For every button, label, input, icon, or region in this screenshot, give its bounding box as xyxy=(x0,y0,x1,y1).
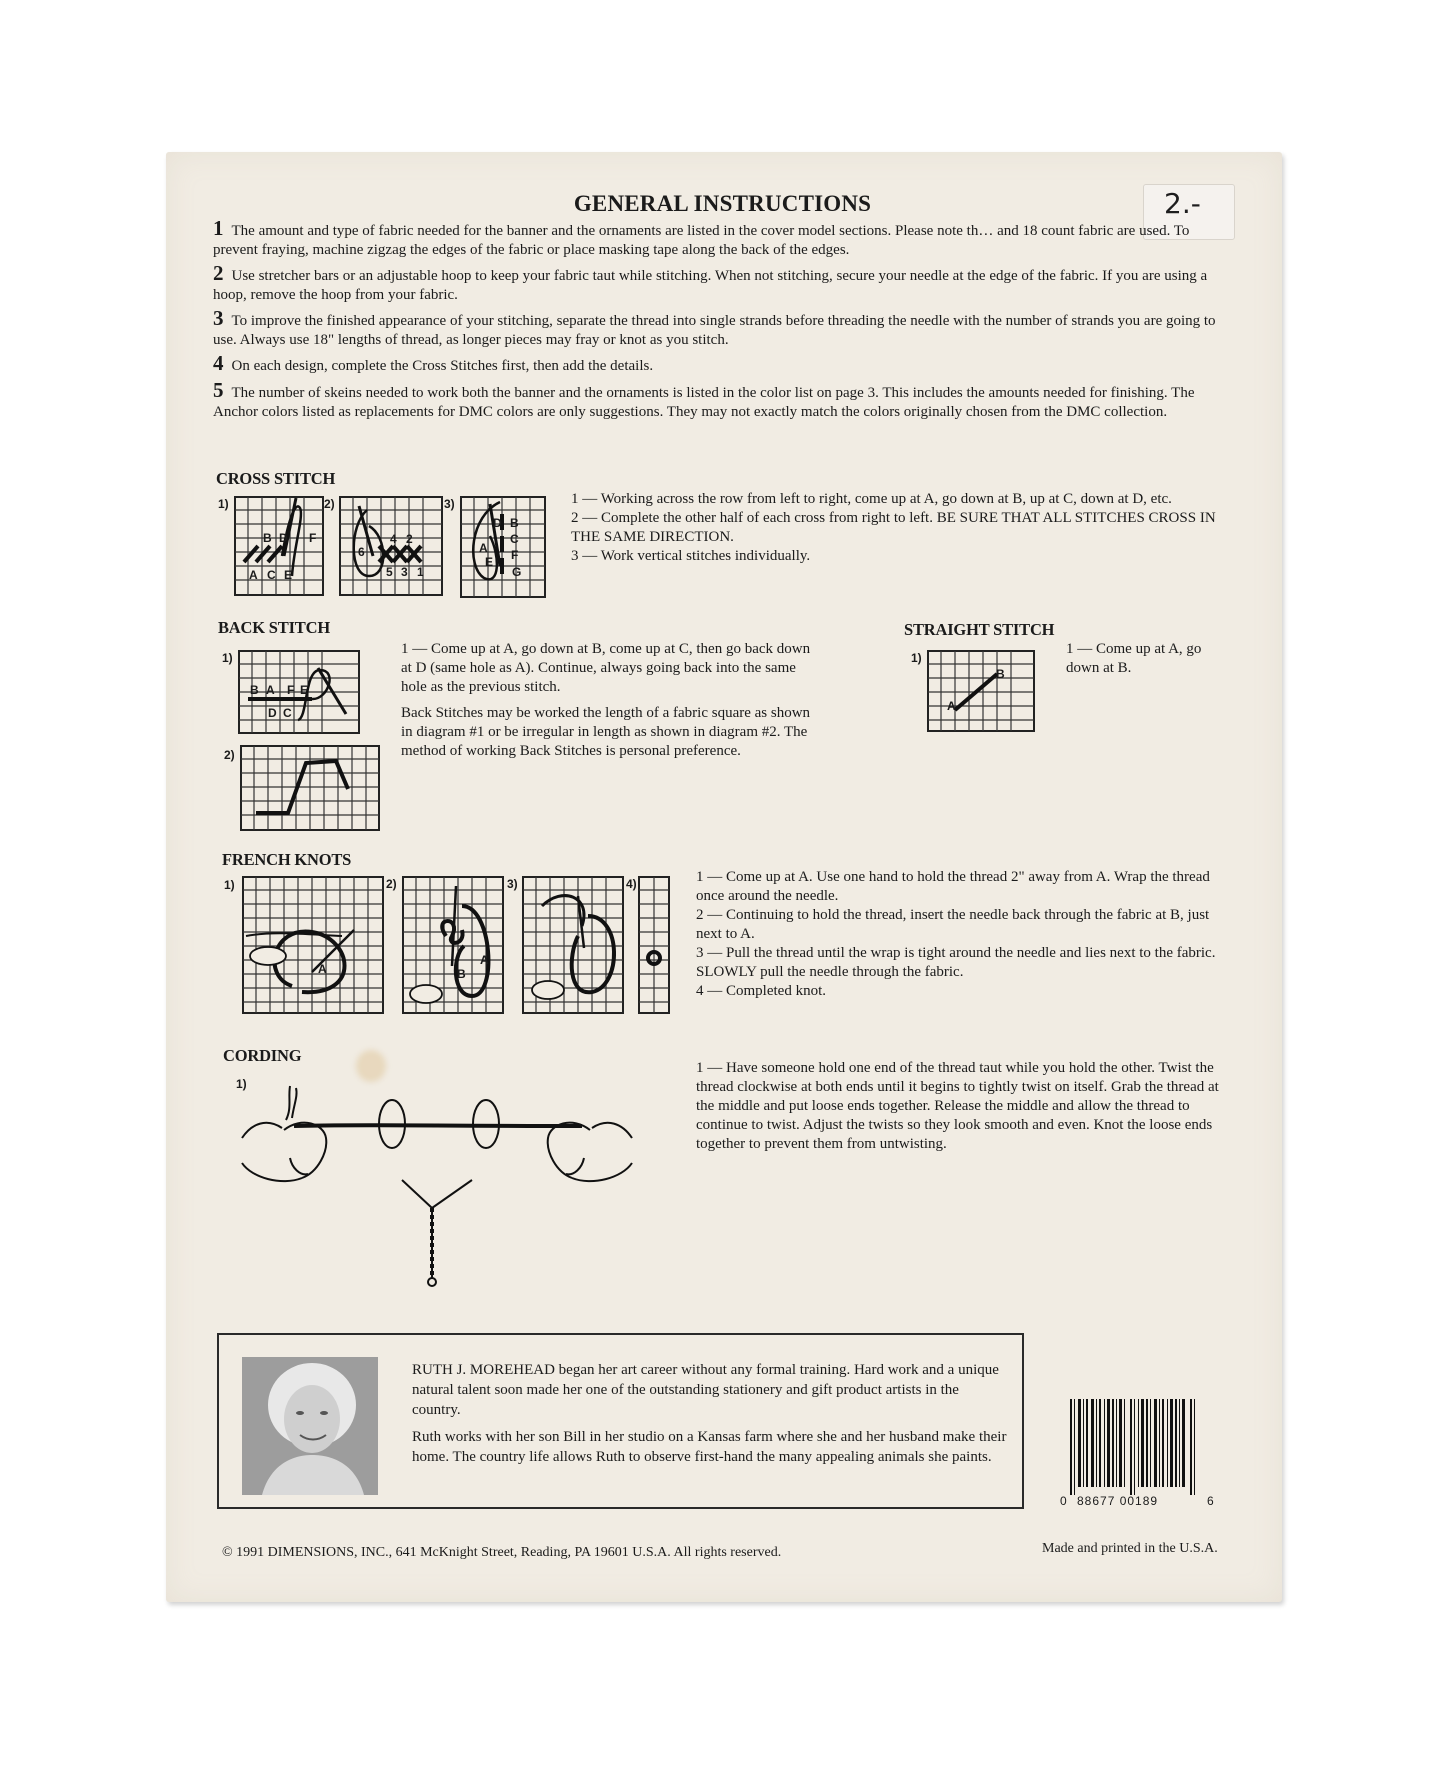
cross-stitch-text xyxy=(571,490,1223,566)
french-knots-step-3: 3 — Pull the thread until the wrap is tight around the needle and lies next to the fabric. SLOWLY pull the needle through the fabric. xyxy=(696,945,1216,980)
back-stitch-step-1: 1 — Come up at A, go down at B, come up at C, then go back down at D (same hole as A). Continue, always going back into the same hole as the previous stitch. xyxy=(401,641,811,695)
cross-1-label-a: A xyxy=(249,568,258,582)
cross-diagram-3-number: 3) xyxy=(444,497,455,511)
made-in-notice: Made and printed in the U.S.A. xyxy=(1042,1541,1218,1556)
french-knot-diagram-3 xyxy=(522,876,624,1014)
french-1-label-a: A xyxy=(318,962,327,976)
cross-3-label-d: D xyxy=(493,516,502,530)
cross-3-label-a: A xyxy=(479,541,488,555)
french-diagram-4-number: 4) xyxy=(626,877,637,891)
instruction-text: Use stretcher bars or an adjustable hoop to keep your fabric taut while stitching. When not stitching, secure your needle at the edge of the fabric. If you are using a hoop, remove the hoop from your fabric. xyxy=(213,268,1208,303)
cross-stitch-diagram-3 xyxy=(460,496,546,598)
instruction-2 xyxy=(213,261,1218,305)
cross-2-label-5: 5 xyxy=(386,565,393,579)
instruction-number: 4 xyxy=(213,351,224,375)
cross-3-label-g: G xyxy=(512,565,522,579)
cross-stitch-heading: CROSS STITCH xyxy=(216,469,336,488)
french-diagram-2-number: 2) xyxy=(386,877,397,891)
cross-1-label-c: C xyxy=(267,568,276,582)
cross-3-label-e: E xyxy=(485,555,494,569)
back-stitch-diagram-2 xyxy=(240,745,380,831)
straight-diagram-number: 1) xyxy=(911,651,922,665)
straight-stitch-diagram xyxy=(927,650,1035,732)
instruction-text: To improve the finished appearance of your stitching, separate the thread into single strands before threading the needle with the number of strands you are going to use. Always use 18" lengths of thread, as longer pieces may fray or knot as you stitch. xyxy=(213,313,1216,348)
french-knot-diagram-4 xyxy=(638,876,670,1014)
french-knot-diagram-2 xyxy=(402,876,504,1014)
back-1-label-e: E xyxy=(300,683,309,697)
back-1-label-b: B xyxy=(250,683,259,697)
french-diagram-3-number: 3) xyxy=(507,877,518,891)
barcode-right-digit: 6 xyxy=(1207,1494,1214,1508)
cross-diagram-2-number: 2) xyxy=(324,497,335,511)
back-stitch-note: Back Stitches may be worked the length of a fabric square as shown in diagram #1 or be irregular in length as shown in diagram #2. The method of working Back Stitches is personal preference. xyxy=(401,705,811,759)
cross-1-label-b: B xyxy=(263,531,272,545)
bio-paragraph-2: Ruth works with her son Bill in her studio on a Kansas farm where she and her husband make their home. The country life allows Ruth to observe first-hand the many appealing animals she paints. xyxy=(412,1429,1007,1465)
straight-stitch-heading: STRAIGHT STITCH xyxy=(904,620,1055,639)
barcode-left-digit: 0 xyxy=(1060,1494,1067,1508)
price-label: 2.- xyxy=(1164,187,1201,220)
french-knots-step-2: 2 — Continuing to hold the thread, insert the needle back through the fabric at B, just next to A. xyxy=(696,907,1210,942)
artist-bio-text xyxy=(412,1360,1007,1474)
french-knot-diagram-1 xyxy=(242,876,384,1014)
french-knots-heading: FRENCH KNOTS xyxy=(222,850,352,869)
artist-photo xyxy=(242,1357,378,1495)
french-knots-text xyxy=(696,868,1224,1001)
french-2-label-b: B xyxy=(457,967,466,981)
cross-3-label-c: C xyxy=(510,532,519,546)
instruction-5 xyxy=(213,378,1218,422)
cross-2-label-2: 2 xyxy=(406,532,413,546)
instruction-number: 2 xyxy=(213,261,224,285)
cross-stitch-step-2: 2 — Complete the other half of each cross from right to left. BE SURE THAT ALL STITCHES CROSS IN THE SAME DIRECTION. xyxy=(571,510,1216,545)
cross-stitch-step-1: 1 — Working across the row from left to right, come up at A, go down at B, up at C, down at D, etc. xyxy=(571,491,1172,507)
cross-1-label-e: E xyxy=(284,568,293,582)
bio-paragraph-1: RUTH J. MOREHEAD began her art career without any formal training. Hard work and a unique natural talent soon made her one of the outstanding stationery and gift product artists in the country. xyxy=(412,1362,999,1418)
french-knots-step-4: 4 — Completed knot. xyxy=(696,983,826,999)
cross-3-label-b: B xyxy=(510,516,519,530)
barcode xyxy=(1068,1399,1200,1495)
instruction-number: 3 xyxy=(213,306,224,330)
straight-label-b: B xyxy=(996,667,1005,681)
instruction-number: 1 xyxy=(213,216,224,240)
artist-portrait-image xyxy=(242,1357,378,1495)
straight-stitch-text: 1 — Come up at A, go down at B. xyxy=(1066,641,1202,676)
cross-2-label-3: 3 xyxy=(401,565,408,579)
cording-diagram xyxy=(232,1068,642,1290)
cross-1-label-f: F xyxy=(309,531,317,545)
cross-stitch-diagram-1 xyxy=(234,496,324,596)
instruction-text: On each design, complete the Cross Stitches first, then add the details. xyxy=(231,358,654,374)
cording-text: 1 — Have someone hold one end of the thread taut while you hold the other. Twist the thread clockwise at both ends until it begins to tightly twist on itself. Grab the thread at the middle and put loose ends together. Release the middle and allow the thread to continue to twist. Adjust the twists so they look smooth and even. Knot the loose ends together to prevent them from untwisting. xyxy=(696,1060,1219,1152)
back-1-label-a: A xyxy=(266,683,275,697)
instruction-text: The amount and type of fabric needed for the banner and the ornaments are listed in the cover model sections. Please note th… and 18 count fabric are used. To prevent fraying, machine zigzag the edges of the fabric or place masking tape along the back of the edges. xyxy=(213,223,1190,258)
cording-diagram-number: 1) xyxy=(236,1077,247,1091)
instruction-3 xyxy=(213,306,1218,350)
back-1-label-d: D xyxy=(268,706,277,720)
back-diagram-1-number: 1) xyxy=(222,651,233,665)
french-2-label-a: A xyxy=(480,953,489,967)
instruction-1 xyxy=(213,216,1218,260)
barcode-number: 88677 00189 xyxy=(1077,1494,1159,1508)
cross-2-label-6: 6 xyxy=(358,545,365,559)
straight-label-a: A xyxy=(947,699,956,713)
back-stitch-heading: BACK STITCH xyxy=(218,618,330,637)
french-diagram-1-number: 1) xyxy=(224,878,235,892)
back-1-label-c: C xyxy=(283,706,292,720)
cross-diagram-1-number: 1) xyxy=(218,497,229,511)
back-diagram-2-number: 2) xyxy=(224,748,235,762)
back-stitch-text xyxy=(401,640,821,761)
back-1-label-f: F xyxy=(287,683,295,697)
page-title: GENERAL INSTRUCTIONS xyxy=(573,191,872,216)
instruction-text: The number of skeins needed to work both the banner and the ornaments is listed in the color list on page 3. This includes the amounts needed for finishing. The Anchor colors listed as replacements for DMC colors are only suggestions. They may not exactly match the colors originally chosen from the DMC collection. xyxy=(213,385,1195,420)
cross-1-label-d: D xyxy=(279,531,288,545)
instruction-4 xyxy=(213,351,1218,376)
cross-stitch-step-3: 3 — Work vertical stitches individually. xyxy=(571,548,811,564)
copyright-notice: © 1991 DIMENSIONS, INC., 641 McKnight Street, Reading, PA 19601 U.S.A. All rights reserved. xyxy=(222,1545,782,1560)
cross-3-label-f: F xyxy=(511,548,519,562)
french-knots-step-1: 1 — Come up at A. Use one hand to hold the thread 2" away from A. Wrap the thread once around the needle. xyxy=(696,869,1210,904)
cross-2-label-4: 4 xyxy=(390,532,397,546)
cross-stitch-diagram-2 xyxy=(339,496,443,596)
instruction-number: 5 xyxy=(213,378,224,402)
cording-heading: CORDING xyxy=(223,1046,302,1065)
cross-2-label-1: 1 xyxy=(417,565,424,579)
